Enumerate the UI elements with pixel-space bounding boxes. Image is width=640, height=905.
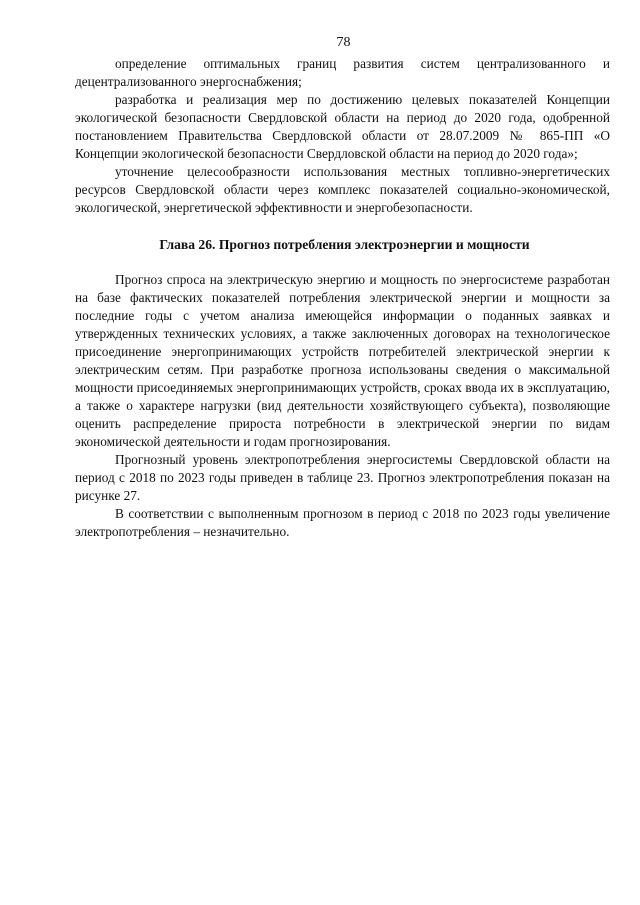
- page-number: 78: [336, 35, 351, 50]
- list-item-local-resources: уточнение целесообразности использования местных топливно-энергетических ресурсов Свердловской области через комплекс показателей социально-экономической, экологической, энергетической эффективности и энергобезопасности.: [75, 164, 610, 215]
- document-page: [75, 34, 610, 541]
- chapter-heading: Глава 26. Прогноз потребления электроэнергии и мощности: [159, 237, 530, 252]
- list-item-ecology-concept: разработка и реализация мер по достижению целевых показателей Концепции экологической безопасности Свердловской области на период до 2020 года, одобренной постановлением Правительства Свердловской области от 28.07.2009 № 865-ПП «О Концепции экологической безопасности Свердловской области на период до 2020 года»;: [75, 92, 610, 161]
- body-paragraph-conclusion: В соответствии с выполненным прогнозом в период с 2018 по 2023 годы увеличение электропотребления – незначительно.: [75, 506, 610, 539]
- body-paragraph-forecast-level: Прогнозный уровень электропотребления энергосистемы Свердловской области на период с 2018 по 2023 годы приведен в таблице 23. Прогноз электропотребления показан на рисунке 27.: [75, 452, 610, 503]
- list-item-boundaries: определение оптимальных границ развития систем централизованного и децентрализованного энергоснабжения;: [75, 56, 610, 89]
- body-paragraph-forecast-basis: Прогноз спроса на электрическую энергию и мощность по энергосистеме разработан на базе фактических показателей потребления электрической энергии и мощности за последние годы с учетом анализа имеющейся информации о поданных заявках и утвержденных технических условиях, а также заключенных договорах на технологическое присоединение энергопринимающих устройств потребителей электрической энергии к электрическим сетям. При разработке прогноза использованы сведения о максимальной мощности присоединяемых энергопринимающих устройств, сроках ввода их в эксплуатацию, а также о характере нагрузки (вид деятельности хозяйствующего субъекта), позволяющие оценить распределение прироста потребности в электрической энергии по видам экономической деятельности и годам прогнозирования.: [75, 272, 610, 449]
